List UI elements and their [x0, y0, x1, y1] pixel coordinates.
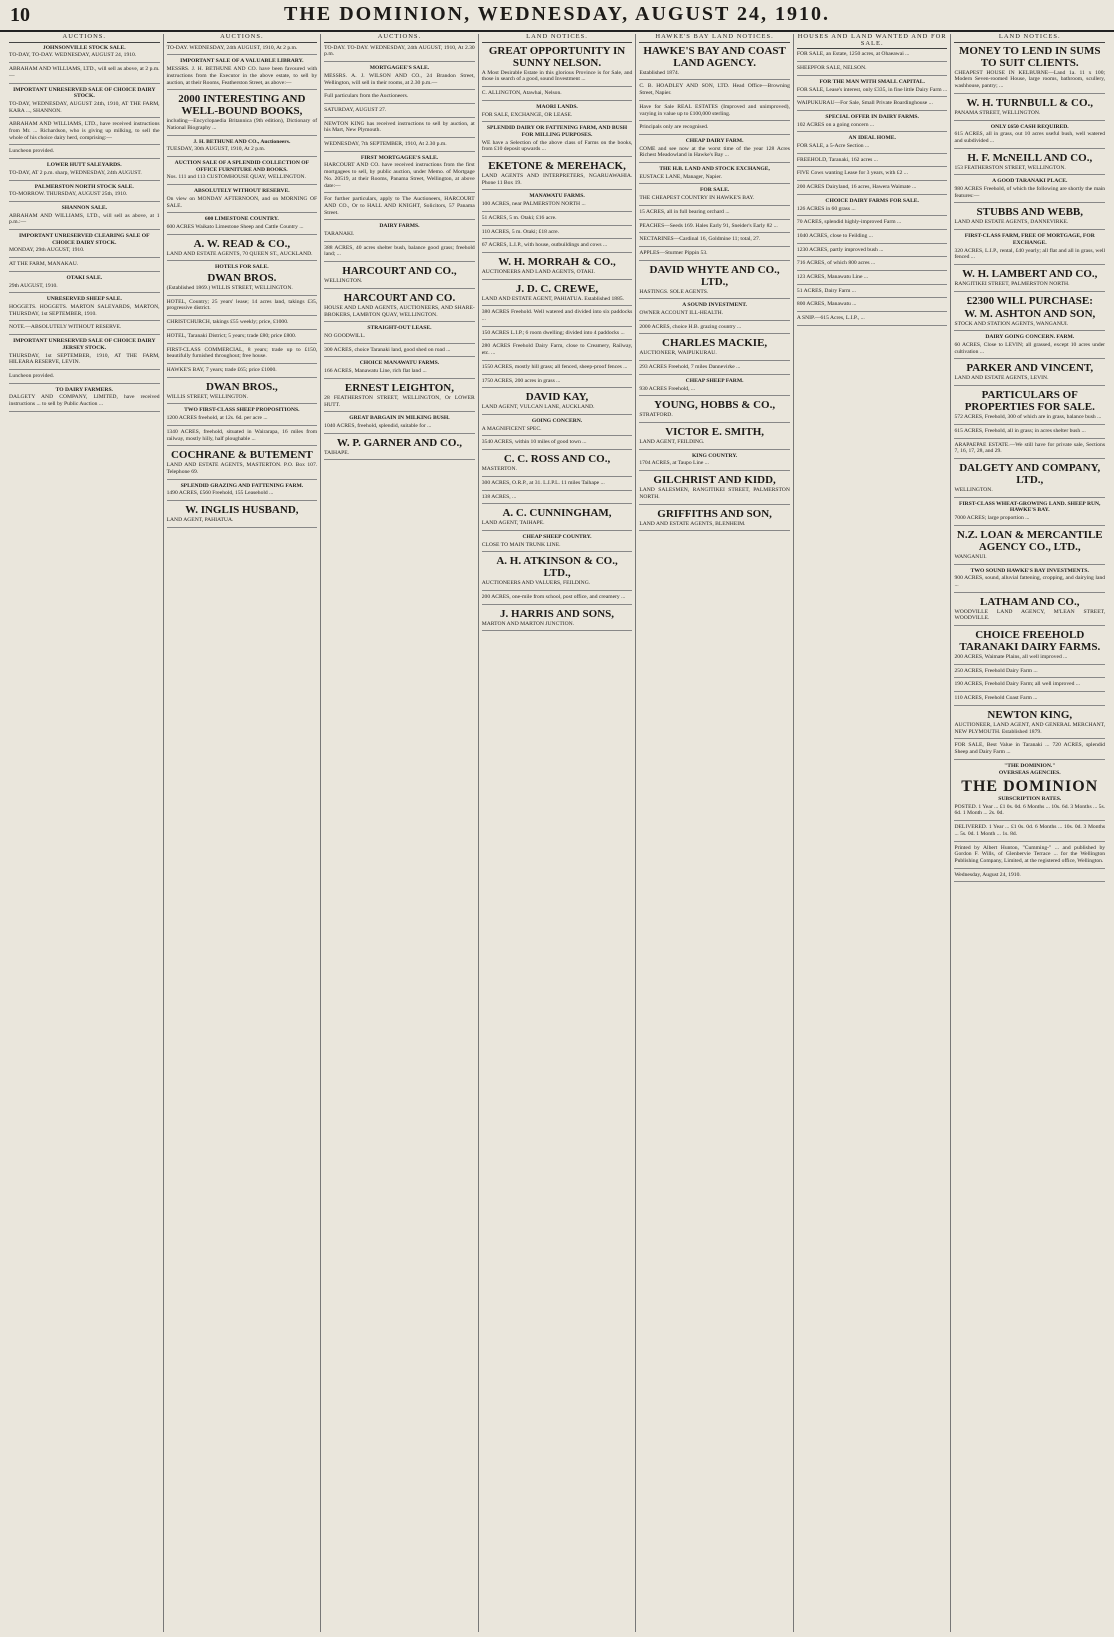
ad-heading: COCHRANE & BUTEMENT	[170, 449, 313, 462]
ad-text: LAND AGENT, VULCAN LANE, AUCKLAND.	[482, 404, 633, 415]
ad-heading: ERNEST LEIGHTON,	[344, 381, 454, 394]
ad-heading: MAORI LANDS.	[536, 103, 578, 110]
ad-heading: J. D. C. CREWE,	[515, 282, 599, 295]
ad-text: 320 ACRES, L.I.P., rental, £40 yearly; all flat and all in grass, well fenced ...	[954, 248, 1105, 265]
ad-heading: ONLY £650 CASH REQUIRED.	[990, 123, 1069, 130]
ad-text: 1040 ACRES, freehold, splendid, suitable for ...	[324, 423, 475, 434]
ad-heading: A SOUND INVESTMENT.	[682, 302, 747, 309]
ad-text: 15 ACRES, all in full bearing orchard ...	[639, 209, 790, 220]
ad-heading: CHOICE FREEHOLD TARANAKI DAIRY FARMS.	[959, 629, 1101, 654]
ad-heading: VICTOR E. SMITH,	[665, 425, 765, 438]
ad-text: LAND AGENT, PAHIATUA.	[167, 517, 318, 528]
ad-heading: LOWER HUTT SALEYARDS.	[46, 162, 122, 169]
ad-text: THE CHEAPEST COUNTRY IN HAWKE'S BAY.	[639, 195, 790, 206]
ad-heading: "THE DOMINION."	[1004, 762, 1056, 769]
ad-text: 150 ACRES L.I.P.; 6 room dwelling; divided into 4 paddocks ...	[482, 330, 633, 341]
ad-text: NEWTON KING has received instructions to sell by auction, at his Mart, New Plymouth.	[324, 121, 475, 138]
ad-heading: W. INGLIS HUSBAND,	[185, 504, 299, 517]
ad-heading: SPLENDID DAIRY OR FATTENING FARM, AND BUSH FOR MILLING PURPOSES.	[486, 125, 628, 138]
column-header: LAND NOTICES.	[954, 34, 1105, 43]
ad-text: TO-MORROW. THURSDAY, AUGUST 25th, 1910.	[9, 191, 160, 202]
column-1	[6, 34, 164, 1632]
ad-text: FOR SALE, EXCHANGE, OR LEASE.	[482, 112, 633, 123]
ad-text: WEDNESDAY, 7th SEPTEMBER, 1910, At 2.30 p.m.	[324, 141, 475, 152]
ad-text: LAND AGENTS AND INTERPRETERS, NGARUAWAHIA. Phone 11 Box 19.	[482, 173, 633, 190]
ad-heading: J. H. BETHUNE AND CO., Auctioneers.	[193, 138, 291, 145]
ad-text: 300 ACRES, O.R.P., at 31. L.I.P.L. 11 miles Taihape ...	[482, 480, 633, 491]
ad-text: WE have a Selection of the above class of Farms on the books, from £10 deposit upwards ...	[482, 140, 633, 157]
ad-text: LAND AND ESTATE AGENTS, MASTERTON. P.O. Box 107. Telephone 69.	[167, 462, 318, 479]
ad-text: 250 ACRES, Freehold Dairy Farm ...	[954, 668, 1105, 679]
ad-text: 900 ACRES, sound, alluvial fattening, cropping, and dairying land ...	[954, 575, 1105, 592]
ad-text: 200 ACRES Dairyland, 16 acres, Hawera Waimate ...	[797, 184, 948, 195]
columns	[6, 34, 1108, 1632]
ad-text: WANGANUI.	[954, 554, 1105, 565]
ad-heading: W. M. ASHTON AND SON,	[964, 307, 1096, 320]
ad-heading: FIRST-CLASS FARM, FREE OF MORTGAGE, FOR EXCHANGE.	[964, 233, 1095, 246]
ad-text: A Most Desirable Estate in this glorious Province is for Sale, and those in search of a good, sound Investment ...	[482, 70, 633, 87]
ad-text: HOTEL, Country; 25 years' lease; 14 acres land, takings £35, progressive district.	[167, 299, 318, 316]
ad-heading: CHEAP DAIRY FARM.	[685, 137, 744, 144]
ad-heading: A. H. ATKINSON & CO., LTD.,	[496, 555, 618, 580]
ad-heading: SPLENDID GRAZING AND FATTENING FARM.	[180, 482, 304, 489]
ad-text: APPLES—Sturmer Pippin 53.	[639, 250, 790, 261]
ad-heading: H. F. McNEILL AND CO.,	[967, 151, 1093, 164]
ad-text: MESSRS. J. H. BETHUNE AND CO. have been favoured with instructions from the Executor in the above estate, to sell by auction, at their Rooms, Featherston Street, as above:—	[167, 66, 318, 90]
ad-text: CHEAPEST HOUSE IN KELBURNE—Land 1a. 11 x 100; Modern Seven-roomed House, large rooms, bathroom, scullery, washhouse, pantry; ...	[954, 70, 1105, 94]
ad-heading: MORTGAGEE'S SALE.	[369, 65, 430, 72]
ad-heading: 2000 INTERESTING AND WELL-BOUND BOOKS,	[178, 93, 306, 118]
ad-heading: MANAWATU FARMS.	[529, 193, 585, 200]
ad-text: 1750 ACRES, 200 acres in grass ...	[482, 378, 633, 389]
ad-text: HASTINGS. SOLE AGENTS.	[639, 289, 790, 300]
ad-text: 1200 ACRES freehold, at 12s. 6d. per acre ...	[167, 415, 318, 426]
ad-text: HOTEL, Taranaki District; 5 years; trade £80; price £800.	[167, 333, 318, 344]
ad-heading: EKETONE & MEREHACK,	[488, 160, 626, 173]
ad-text: LAND AND ESTATE AGENTS, LEVIN.	[954, 375, 1105, 386]
column-header: AUCTIONS.	[324, 34, 475, 43]
ad-heading: HARCOURT AND CO.	[343, 291, 456, 304]
ad-text: 110 ACRES, Freehold Coast Farm ...	[954, 695, 1105, 706]
ad-text: 190 ACRES, Freehold Dairy Farm; all well improved ...	[954, 681, 1105, 692]
ad-text: 615 ACRES, all in grass, out 10 acres useful bush, well watered and subdivided ...	[954, 131, 1105, 148]
ad-heading: PARTICULARS OF PROPERTIES FOR SALE.	[964, 389, 1095, 414]
ad-text: 300 ACRES, choice Taranaki land, good shed on road ...	[324, 347, 475, 358]
ad-text: 138 ACRES, ...	[482, 494, 633, 505]
ad-text: 200 ACRES, one-mile from school, post office, and creamery ...	[482, 594, 633, 605]
ad-text: FIVE Cows wanting Lease for 3 years, with £2 ...	[797, 170, 948, 181]
ad-text: AT THE FARM, MANAKAU.	[9, 261, 160, 272]
ad-text: For further particulars, apply to The Auctioneers, HARCOURT AND CO., Or to HALL AND KNIGHT, Solicitors, 57 Panama Street.	[324, 196, 475, 220]
ad-text: MARTON AND MARTON JUNCTION.	[482, 621, 633, 632]
ad-text: 51 ACRES, 5 m. Otaki; £16 acre.	[482, 215, 633, 226]
ad-text: On view on MONDAY AFTERNOON, and on MORNING OF SALE.	[167, 196, 318, 213]
ad-text: C. ALLINGTON, Atawhai, Nelson.	[482, 90, 633, 101]
ad-heading: IMPORTANT UNRESERVED SALE OF CHOICE DAIRY JERSEY STOCK.	[13, 338, 156, 351]
ad-text: RANGITIKEI STREET, PALMERSTON NORTH.	[954, 281, 1105, 292]
ad-text: TO-DAY. WEDNESDAY, 24th AUGUST, 1910, At 2 p.m.	[167, 45, 318, 56]
ad-heading: TO DAIRY FARMERS.	[55, 386, 113, 393]
ad-text: TARANAKI.	[324, 231, 475, 242]
ad-text: MESSRS. A. J. WILSON AND CO., 24 Brandon Street, Wellington, will sell in their rooms, at 2.30 p.m.—	[324, 73, 475, 90]
ad-text: 1040 ACRES, close to Feilding ...	[797, 233, 948, 244]
ad-text: 126 ACRES in 60 grass ...	[797, 206, 948, 217]
ad-text: Luncheon provided.	[9, 148, 160, 159]
ad-text: DALGETY AND COMPANY, LIMITED, have received instructions ... to sell by Public Auction ...	[9, 394, 160, 411]
ad-text: STRATFORD.	[639, 412, 790, 423]
ad-heading: CHOICE DAIRY FARMS FOR SALE.	[825, 197, 919, 204]
ad-text: ARAPAEPAE ESTATE.—We still have for private sale, Sections 7, 16, 17, 28, and 29.	[954, 442, 1105, 459]
ad-text: 29th AUGUST, 1910.	[9, 283, 160, 294]
ad-text: TO-DAY, TO-DAY. WEDNESDAY, AUGUST 24, 1910.	[9, 52, 160, 63]
ad-text: Nos. 111 and 113 CUSTOMHOUSE QUAY, WELLINGTON.	[167, 174, 318, 185]
ad-text: DELIVERED. 1 Year ... £1 0s. 0d. 6 Months ... 10s. 0d. 3 Months ... 5s. 0d. 1 Month ... 1s. 8d.	[954, 824, 1105, 841]
ad-heading: AN IDEAL HOME.	[848, 135, 896, 142]
ad-text: MASTERTON.	[482, 466, 633, 477]
ad-heading: AUCTION SALE OF A SPLENDID COLLECTION OF OFFICE FURNITURE AND BOOKS.	[174, 160, 310, 173]
ad-text: LAND AND ESTATE AGENTS, 70 QUEEN ST., AUCKLAND.	[167, 251, 318, 262]
ad-text: Printed by Albert Hunton, "Cumming-" ... and published by Gordon F. Wills, of Glenbervie Terrace ... for the Wellington Publishing Company, Limited, at the registered office, Wellington.	[954, 845, 1105, 869]
ad-text: COME and see now at the worst time of the year 128 Acres Richest Meadowland in Hawke's Bay ...	[639, 146, 790, 163]
ad-text: HAWKE'S BAY, 7 years; trade £65; price £1000.	[167, 367, 318, 378]
column-header: AUCTIONS.	[167, 34, 318, 43]
ad-text: HARCOURT AND CO. have received instructions from the first mortgagees to sell, by public auction, under Memo. of Mortgage No. 20519, at their Rooms, Panama Street, Wellington, at above date:—	[324, 162, 475, 193]
ad-text: FREEHOLD, Taranaki, 162 acres ...	[797, 157, 948, 168]
ad-text: 166 ACRES, Manawatu Line, rich flat land ...	[324, 368, 475, 379]
ad-heading: MONEY TO LEND IN SUMS TO SUIT CLIENTS.	[958, 44, 1101, 69]
ad-text: THURSDAY, 1st SEPTEMBER, 1910, AT THE FARM, HILEARA RESERVE, LEVIN.	[9, 353, 160, 370]
ad-text: 1490 ACRES, £560 Freehold, 155 Leasehold ...	[167, 490, 318, 501]
ad-text: FOR SALE, Best Value in Taranaki ... 720 ACRES, splendid Sheep and Dairy Farm ...	[954, 742, 1105, 759]
ad-heading: DAIRY FARMS.	[379, 223, 420, 230]
ad-heading: JOHNSONVILLE STOCK SALE.	[42, 44, 126, 51]
ad-heading: CHARLES MACKIE,	[662, 337, 768, 350]
ad-text: 28 FEATHERSTON STREET, WELLINGTON, Or LOWER HUTT.	[324, 395, 475, 412]
ad-text: LAND AGENT, TAIHAPE.	[482, 520, 633, 531]
ad-text: SHEEPFOR SALE, NELSON.	[797, 65, 948, 76]
ad-heading: FIRST-CLASS WHEAT-GROWING LAND. SHEEP RUN, HAWKE'S BAY.	[959, 500, 1101, 514]
ad-text: TO-DAY, AT 2 p.m. sharp, WEDNESDAY, 24th AUGUST.	[9, 170, 160, 181]
ad-heading: LATHAM AND CO.,	[980, 595, 1080, 608]
ad-text: 2000 ACRES, choice H.B. grazing country ...	[639, 324, 790, 335]
ad-text: 123 ACRES, Manawatu Line ...	[797, 274, 948, 285]
ad-text: NECTARINES—Cardinal 16, Goldmine 11; total, 27.	[639, 236, 790, 247]
ad-heading: IMPORTANT UNRESERVED CLEARING SALE OF CHOICE DAIRY STOCK.	[19, 233, 150, 246]
ad-text: 51 ACRES, Dairy Farm ...	[797, 288, 948, 299]
ad-heading: HAWKE'S BAY AND COAST LAND AGENCY.	[643, 44, 786, 69]
ad-heading: THE H.B. LAND AND STOCK EXCHANGE,	[659, 166, 770, 173]
ad-heading: W. P. GARNER AND CO.,	[336, 436, 462, 449]
ad-heading: TWO SOUND HAWKE'S BAY INVESTMENTS.	[970, 567, 1089, 574]
ad-text: Luncheon provided.	[9, 373, 160, 384]
ad-heading: HARCOURT AND CO.,	[342, 265, 457, 278]
ad-text: 60 ACRES, Close to LEVIN; all grassed, except 10 acres under cultivation ...	[954, 342, 1105, 359]
ad-text: WAIPUKURAU—For Sale, Small Private Boardinghouse ...	[797, 100, 948, 111]
ad-heading: IMPORTANT SALE OF A VALUABLE LIBRARY.	[180, 58, 304, 65]
ad-heading: FIRST MORTGAGEE'S SALE.	[360, 154, 439, 161]
ad-text: including—Encyclopaedia Britannica (9th edition), Dictionary of National Biography ...	[167, 118, 318, 135]
ad-text: CLOSE TO MAIN TRUNK LINE.	[482, 542, 633, 553]
ad-text: EUSTACE LANE, Manager, Napier.	[639, 174, 790, 185]
ad-text: AUCTIONEERS AND LAND AGENTS, OTAKI.	[482, 269, 633, 280]
ad-heading: W. H. TURNBULL & CO.,	[966, 96, 1094, 109]
ad-text: Full particulars from the Auctioneers.	[324, 93, 475, 104]
ad-text: 280 ACRES Freehold Dairy Farm, close to Creamery, Railway, etc. ...	[482, 343, 633, 360]
ad-text: A SNIP.—615 Acres, L.I.P., ...	[797, 315, 948, 326]
ad-text: Wednesday, August 24, 1910.	[954, 872, 1105, 883]
ad-heading: UNRESERVED SHEEP SALE.	[46, 296, 122, 303]
ad-text: TAIHAPE.	[324, 450, 475, 461]
ad-heading: FOR SALE.	[699, 187, 730, 194]
column-6	[794, 34, 952, 1632]
ad-text: POSTED. 1 Year ... £1 0s. 0d. 6 Months ... 10s. 6d. 3 Months ... 5s. 6d. 1 Month ... 2s. 0d.	[954, 804, 1105, 821]
ad-heading: STRAIGHT-OUT LEASE.	[367, 325, 432, 332]
ad-text: AUCTIONEER, LAND AGENT, AND GENERAL MERCHANT, NEW PLYMOUTH. Established 1879.	[954, 722, 1105, 739]
ad-text: WOODVILLE LAND AGENCY, M'LEAN STREET, WOODVILLE.	[954, 609, 1105, 626]
ad-text: 800 ACRES, Manawatu ...	[797, 301, 948, 312]
column-header: LAND NOTICES.	[482, 34, 633, 43]
ad-text: NO GOODWILL.	[324, 333, 475, 344]
ad-text: HOGGETS. HOGGETS. MARTON SALEYARDS, MARTON, THURSDAY, 1st SEPTEMBER, 1910.	[9, 304, 160, 321]
ad-heading: N.Z. LOAN & MERCANTILE AGENCY CO., LTD.,	[956, 528, 1103, 553]
ad-text: 200 ACRES, Waimate Plains, all well improved ...	[954, 654, 1105, 665]
masthead-logo: THE DOMINION	[961, 778, 1099, 796]
ad-text: 600 ACRES Waikato Limestone Sheep and Cattle Country ...	[167, 224, 318, 235]
ad-text: 3540 ACRES, within 10 miles of good town ...	[482, 439, 633, 450]
ad-heading: C. C. ROSS AND CO.,	[503, 453, 611, 466]
ad-text: AUCTIONEER, WAIPUKURAU.	[639, 350, 790, 361]
ad-text: (Established 1869.) WILLIS STREET, WELLINGTON.	[167, 285, 318, 296]
ad-heading: DWAN BROS.	[207, 272, 277, 285]
ad-text: LAND AND ESTATE AGENTS, BLENHEIM.	[639, 521, 790, 532]
column-header: HOUSES AND LAND WANTED AND FOR SALE.	[797, 34, 948, 49]
ad-text: TUESDAY, 30th AUGUST, 1910, At 2 p.m.	[167, 146, 318, 157]
ad-heading: GRIFFITHS AND SON,	[657, 507, 772, 520]
ad-text: OWNER ACCOUNT ILL-HEALTH.	[639, 310, 790, 321]
ad-text: C. B. HOADLEY AND SON, LTD. Head Office—Browning Street, Napier.	[639, 83, 790, 100]
ad-text: 388 ACRES, 40 acres shelter bush, balance good grass; freehold land; ...	[324, 245, 475, 262]
ad-text: FIRST-CLASS COMMERCIAL, 8 years; trade up to £150, beautifully furnished throughout; free house.	[167, 347, 318, 364]
ad-heading: GILCHRIST AND KIDD,	[653, 474, 776, 487]
ad-heading: DALGETY AND COMPANY, LTD.,	[959, 461, 1101, 486]
ad-text: PANAMA STREET, WELLINGTON.	[954, 110, 1105, 121]
ad-text: 380 ACRES Freehold. Well watered and divided into six paddocks ...	[482, 309, 633, 326]
ad-text: 572 ACRES, Freehold, 300 of which are in grass, balance bush ...	[954, 414, 1105, 425]
column-5	[636, 34, 794, 1632]
ad-text: STOCK AND STATION AGENTS, WANGANUI.	[954, 321, 1105, 332]
ad-heading: J. HARRIS AND SONS,	[500, 607, 615, 620]
ad-heading: GREAT OPPORTUNITY IN SUNNY NELSON.	[488, 44, 626, 69]
ad-heading: YOUNG, HOBBS & CO.,	[654, 399, 776, 412]
ad-heading: W. H. MORRAH & CO.,	[498, 255, 616, 268]
ad-text: FOR SALE, Lease's interest, only £335, in fine little Dairy Farm ...	[797, 87, 948, 98]
ad-heading: DAVID WHYTE AND CO., LTD.,	[649, 263, 780, 288]
ad-heading: 600 LIMESTONE COUNTRY.	[204, 216, 279, 223]
ad-text: 716 ACRES, of which 800 acres ...	[797, 260, 948, 271]
ad-heading: £2300 WILL PURCHASE:	[966, 294, 1093, 307]
ad-text: ABRAHAM AND WILLIAMS, LTD., will sell as above, at 1 p.m.:—	[9, 213, 160, 230]
column-4	[479, 34, 637, 1632]
ad-heading: SPECIAL OFFER IN DAIRY FARMS.	[825, 113, 919, 120]
ad-text: Principals only are recognised.	[639, 124, 790, 135]
ad-heading: IMPORTANT UNRESERVED SALE OF CHOICE DAIRY STOCK.	[13, 86, 156, 100]
ad-heading: GREAT BARGAIN IN MILKING BUSH.	[349, 415, 450, 422]
page-number: 10	[10, 4, 30, 26]
ad-text: A MAGNIFICENT SPEC.	[482, 426, 633, 437]
ad-heading: DAIRY GOING CONCERN. FARM.	[985, 334, 1075, 341]
ad-heading: A. C. CUNNINGHAM,	[502, 507, 612, 520]
ad-text: NOTE.—ABSOLUTELY WITHOUT RESERVE.	[9, 324, 160, 335]
ad-heading: DAVID KAY,	[525, 391, 589, 404]
ad-heading: NEWTON KING,	[987, 708, 1073, 721]
ad-text: Have for Sale REAL ESTATES (Improved and unimproved), varying in value up to £100,000 sterling.	[639, 104, 790, 121]
ad-text: 1704 ACRES, at Taupo Line ...	[639, 460, 790, 471]
ad-text: 930 ACRES Freehold, ...	[639, 386, 790, 397]
ad-text: 1230 ACRES, partly improved bush ...	[797, 247, 948, 258]
ad-heading: CHOICE MANAWATU FARMS.	[359, 360, 440, 367]
ad-text: ABRAHAM AND WILLIAMS, LTD., have received instructions from Mr. ... Richardson, who is giving up milking, to sell the whole of his choice dairy herd, comprising:—	[9, 121, 160, 145]
ad-heading: PALMERSTON NORTH STOCK SALE.	[34, 183, 134, 190]
ad-text: 110 ACRES, 5 m. Otaki; £18 acre.	[482, 229, 633, 240]
column-7	[951, 34, 1108, 1632]
ad-text: 70 ACRES, splendid highly-improved Farm ...	[797, 219, 948, 230]
column-header: AUCTIONS.	[9, 34, 160, 43]
column-2	[164, 34, 322, 1632]
ad-heading: W. H. LAMBERT AND CO.,	[962, 267, 1098, 280]
ad-heading: SUBSCRIPTION RATES.	[998, 796, 1062, 803]
ad-heading: FOR THE MAN WITH SMALL CAPITAL.	[819, 78, 925, 85]
ad-heading: A GOOD TARANAKI PLACE.	[992, 178, 1068, 185]
ad-text: Established 1874.	[639, 70, 790, 81]
ad-text: WILLIS STREET, WELLINGTON.	[167, 394, 318, 405]
ad-text: 1340 ACRES, freehold, situated in Wairarapa, 16 miles from railway, mostly hilly, half ploughable ...	[167, 429, 318, 446]
ad-text: HOUSE AND LAND AGENTS, AUCTIONEERS, AND SHARE-BROKERS, LAMBTON QUAY, WELLINGTON.	[324, 305, 475, 322]
ad-heading: CHEAP SHEEP FARM.	[685, 377, 744, 384]
ad-text: LAND AND ESTATE AGENT, PAHIATUA. Established 1885.	[482, 296, 633, 307]
ad-text: 7000 ACRES; large proportion ...	[954, 515, 1105, 526]
ad-text: ABRAHAM AND WILLIAMS, LTD., will sell as above, at 2 p.m.—	[9, 66, 160, 83]
ad-text: FOR SALE, an Estate, 1250 acres, at Ohaeawai ...	[797, 51, 948, 62]
ad-text: 293 ACRES Freehold, 7 miles Dannevirke ...	[639, 364, 790, 375]
ad-heading: OVERSEAS AGENCIES.	[998, 770, 1061, 777]
ad-text: PEACHES—Seeds 169. Hales Early 91, Sneider's Early 82 ...	[639, 223, 790, 234]
ad-heading: CHEAP SHEEP COUNTRY.	[522, 533, 592, 540]
ad-text: FOR SALE, a 5-Acre Section ...	[797, 143, 948, 154]
ad-text: WELLINGTON.	[954, 487, 1105, 498]
ad-text: LAND AGENT, FEILDING.	[639, 439, 790, 450]
ad-heading: GOING CONCERN.	[531, 417, 583, 424]
ad-heading: KING COUNTRY.	[691, 452, 738, 459]
ad-text: SATURDAY, AUGUST 27.	[324, 107, 475, 118]
ad-heading: SHANNON SALE.	[61, 204, 107, 211]
ad-text: 100 ACRES, near PALMERSTON NORTH ...	[482, 201, 633, 212]
ad-heading: A. W. READ & CO.,	[193, 237, 291, 250]
ad-text: AUCTIONEERS AND VALUERS, FEILDING.	[482, 580, 633, 591]
ad-text: LAND AND ESTATE AGENTS, DANNEVIRKE.	[954, 219, 1105, 230]
ad-text: LAND SALESMEN, RANGITIKEI STREET, PALMERSTON NORTH.	[639, 487, 790, 504]
ad-text: TO-DAY, WEDNESDAY, AUGUST 24th, 1910, AT THE FARM, KARA ..., SHANNON.	[9, 101, 160, 118]
ad-heading: ABSOLUTELY WITHOUT RESERVE.	[194, 188, 290, 195]
ad-text: CHRISTCHURCH, takings £55 weekly; price, £1000.	[167, 319, 318, 330]
ad-text: TO-DAY. TO-DAY. WEDNESDAY, 24th AUGUST, 1910, At 2.30 p.m.	[324, 45, 475, 62]
ad-heading: OTAKI SALE.	[66, 274, 103, 281]
ad-heading: DWAN BROS.,	[205, 380, 278, 393]
masthead	[0, 0, 1114, 32]
ad-text: WELLINGTON.	[324, 278, 475, 289]
ad-heading: STUBBS AND WEBB,	[976, 206, 1083, 219]
newspaper-title: THE DOMINION, WEDNESDAY, AUGUST 24, 1910.	[284, 3, 830, 25]
ad-text: 67 ACRES, L.I.P., with house, outbuildings and cows ...	[482, 242, 633, 253]
ad-text: 102 ACRES on a going concern ...	[797, 122, 948, 133]
ad-text: 615 ACRES, Freehold, all in grass; in acres shelter bush ...	[954, 428, 1105, 439]
ad-text: 980 ACRES Freehold, of which the following are shortly the main features:—	[954, 186, 1105, 203]
column-header: HAWKE'S BAY LAND NOTICES.	[639, 34, 790, 43]
ad-text: MONDAY, 29th AUGUST, 1910.	[9, 247, 160, 258]
ad-heading: PARKER AND VINCENT,	[966, 362, 1094, 375]
ad-text: 153 FEATHERSTON STREET, WELLINGTON.	[954, 165, 1105, 176]
column-3	[321, 34, 479, 1632]
ad-heading: TWO FIRST-CLASS SHEEP PROPOSITIONS.	[184, 407, 300, 414]
ad-text: 1550 ACRES, mostly hill grass; all fenced, sheep-proof fences ...	[482, 364, 633, 375]
ad-heading: HOTELS FOR SALE.	[215, 264, 269, 271]
